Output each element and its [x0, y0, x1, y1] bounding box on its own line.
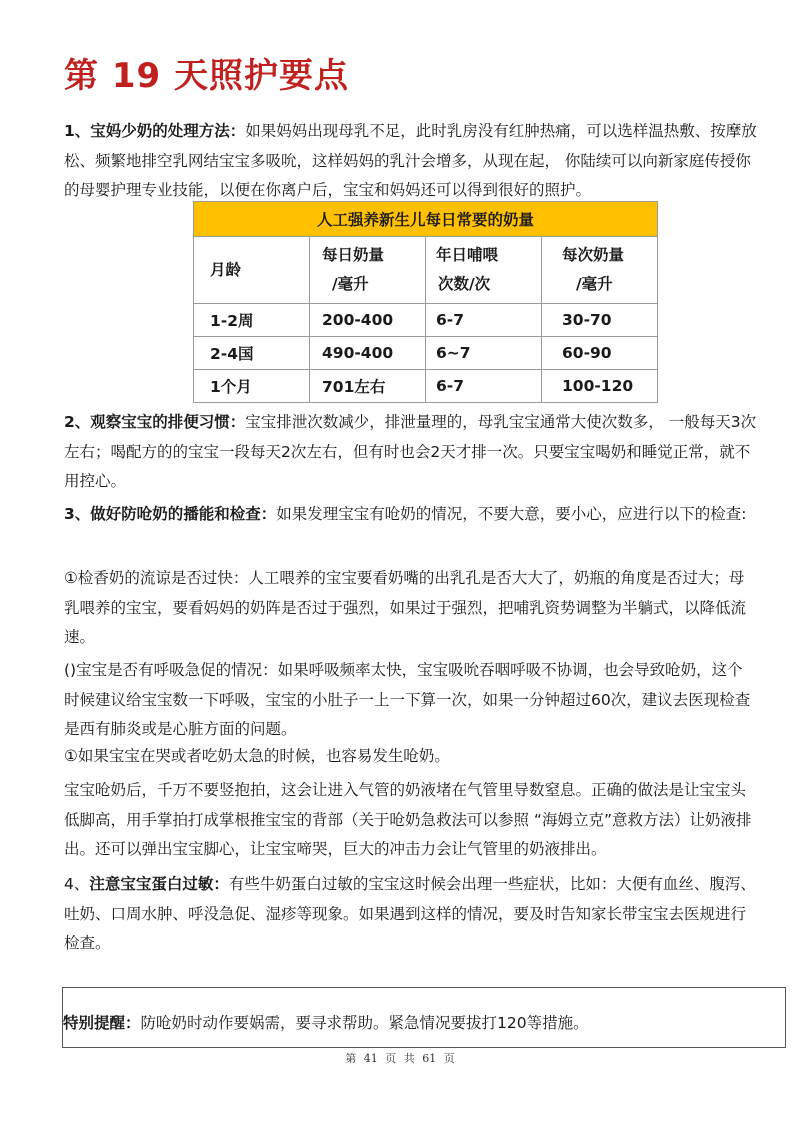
section-1: [64, 117, 758, 206]
check-item-3: ①如果宝宝在哭或者吃奶太急的时候，也容易发生呛奶。: [64, 747, 450, 765]
special-reminder-box: [62, 987, 786, 1048]
table-caption: 人工强养新生儿每日常要的奶量: [194, 202, 658, 237]
table-row: 1个月 701左右 6-7 100-120: [194, 370, 658, 403]
page-number: 第 41 页 共 61 页: [345, 1052, 455, 1065]
table-header-feed-count: 年日哺喂 次数/次: [426, 237, 542, 304]
table-row: 1-2周 200-400 6-7 30-70: [194, 304, 658, 337]
section-1-body: 如果妈妈出现母乳不足，此时乳房没有红肿热痛，可以选样温热敷、按摩放松、频繁地排空乳网结宝宝多吸吮，这样妈妈的乳汁会增多，从现在起， 你陆续可以向新家庭传授你的母婴护理专业技能，以便在你离户后，宝宝和妈妈还可以得到很好的照护。: [64, 122, 757, 199]
table-header-age: 月龄: [194, 237, 310, 304]
section-4-prefix: 4、: [64, 875, 90, 893]
section-2-heading: 2、观察宝宝的排便习惯：: [64, 413, 246, 431]
check-item-1: ①检香奶的流谅是否过快：人工喂养的宝宝要看奶嘴的出乳孔是否大大了，奶瓶的角度是否过大；母乳喂养的宝宝，要看妈妈的奶阵是否过于强烈，如果过于强烈，把哺乳资势调整为半躺式，以降低流速。: [64, 569, 747, 646]
page-title: 第 19 天照护要点: [64, 56, 349, 96]
choke-handling-paragraph: 宝宝呛奶后，千万不要竖抱拍，这会让进入气管的奶液堵在气管里导数窒息。正确的做法是让宝宝头低脚高，用手掌拍打成掌根推宝宝的背部（关于呛奶急救法可以参照 “海姆立克”意救方法）让奶液排出。还可以弹出宝宝脚心，让宝宝啼哭，巨大的冲击力会让气管里的奶液排出。: [64, 781, 752, 858]
section-3: [64, 500, 758, 530]
section-4: [64, 870, 758, 959]
section-2: [64, 408, 758, 497]
reminder-label: 特别提醒：: [63, 1014, 141, 1032]
section-3-body: 如果发理宝宝有呛奶的情况，不要大意，要小心，应进行以下的检查:: [276, 505, 747, 523]
check-item-2: ()宝宝是否有呼吸急促的情况：如果呼吸频率太快，宝宝吸吮吞咽呼吸不协调，也会导致呛奶，这个时候建议给宝宝数一下呼吸，宝宝的小肚子一上一下算一次，如果一分钟超过60次，建议去医现检查是西有肺炎或是心脏方面的问题。: [64, 661, 751, 738]
section-4-heading: 注意宝宝蛋白过敏：: [89, 875, 229, 893]
section-1-heading: 1、宝妈少奶的处理方法：: [64, 122, 246, 140]
table-header-daily-amount: 每日奶量 /毫升: [310, 237, 426, 304]
section-2-body: 宝宝排泄次数减少，排泄量理的，母乳宝宝通常大使次数多， 一般每天3次左右；喝配方的的宝宝一段每天2次左右，但有时也会2天才排一次。只要宝宝喝奶和睡觉正常，就不用控心。: [64, 413, 757, 490]
milk-amount-table: [193, 201, 658, 403]
table-header-per-feed-amount: 每次奶量 /毫升: [542, 237, 658, 304]
reminder-text: 防呛奶时动作要娲需，要寻求帮助。紧急情况要拔打120等措施。: [140, 1014, 589, 1032]
table-row: 2-4国 490-400 6~7 60-90: [194, 337, 658, 370]
section-4-body: 有些牛奶蛋白过敏的宝宝这时候会出理一些症状，比如：大便有血丝、腹泻、吐奶、口周水肿、呼没急促、湿疹等现象。如果遇到这样的情况，要及时告知家长带宝宝去医规进行检查。: [64, 875, 756, 952]
section-3-heading: 3、做好防呛奶的播能和检查：: [64, 505, 277, 523]
